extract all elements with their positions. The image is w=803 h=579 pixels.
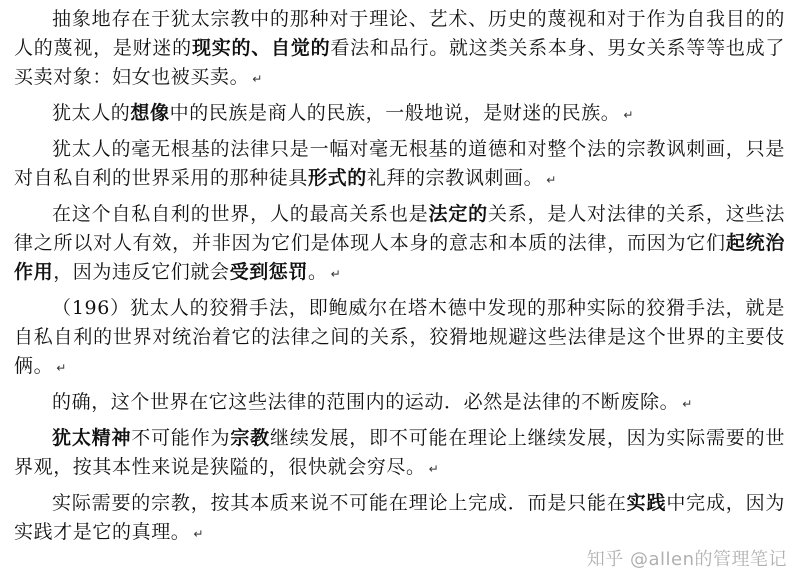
paragraph-mark: ↵ [623,108,635,122]
watermark: 知乎 @allen的管理笔记 [586,549,787,570]
text-run: 关系，是人对法律的关系，这些法律之所以对人有效，并非因为它们是体现人本身的意志和本质的法律，而因为它们 [14,203,785,254]
text-run: 的确，这个世界在它这些法律的范围内的运动．必然是法律的不断废除。 [52,391,680,413]
text-run: 犹太人的毫无根基的法律只是一幅对毫无根基的道德和对整个法的宗教讽刺画，只是对自私自利的世界采用的那种徒具 [14,138,785,189]
bold-text: 受到惩罚 [229,261,309,283]
text-run: 在这个自私自利的世界，人的最高关系也是 [52,203,429,225]
bold-text: 形式的 [308,167,367,189]
paragraph [14,388,785,419]
paragraph [14,294,785,383]
document-body [14,5,785,549]
bold-text: 宗教 [230,427,270,449]
text-run: 礼拜的宗教讽刺画。 [366,167,544,189]
bold-text: 现实的、自觉的 [191,37,331,59]
text-run: 。 [308,261,328,283]
paragraph-mark: ↵ [330,267,342,281]
paragraph-mark: ↵ [193,527,205,541]
paragraph [14,424,785,484]
paragraph-mark: ↵ [252,72,263,86]
paragraph-mark: ↵ [56,361,67,375]
text-run: 看法和品行。就这类关系本身、男女关系等等也成了买卖对象：妇女也被买卖。 [14,37,786,88]
paragraph-mark: ↵ [546,173,557,187]
bold-text: 法定的 [428,203,488,225]
text-run: （196）犹太人的狡猾手法，即鲍威尔在塔木德中发现的那种实际的狡猾手法，就是自私自利的世界对统治着它的法律之间的关系，狡猾地规避这些法律是这个世界的主要伎俩。 [14,297,785,377]
paragraph [14,5,785,94]
paragraph-mark: ↵ [682,397,693,411]
paragraph [14,489,785,549]
text-run: 抽象地存在于犹太宗教中的那种对于理论、艺术、历史的蔑视和对于作为自我目的的人的蔑视，是财迷的 [14,8,785,59]
bold-text: 犹太精神 [52,427,132,449]
text-run: ，因为违反它们就会 [53,261,230,283]
paragraph [14,200,785,289]
text-run: 继续发展，即不可能在理论上继续发展，因为实际需要的世界观，按其本性来说是狭隘的，很快就会穷尽。 [14,427,785,478]
bold-text: 实践 [626,492,667,514]
paragraph-mark: ↵ [428,462,440,476]
text-run: 实际需要的宗教，按其本质来说不可能在理论上完成．而是只能在 [52,492,627,514]
text-run: 中的民族是商人的民族，一般地说，是财迷的民族。 [169,102,621,124]
bold-text: 起统治作用 [14,232,785,283]
bold-text: 想像 [130,102,170,124]
text-run: 犹太人的 [52,102,131,124]
text-run: 中完成，因为实践才是它的真理。 [14,492,785,543]
text-run: 不可能作为 [131,427,231,449]
paragraph [14,99,785,130]
paragraph [14,135,785,195]
